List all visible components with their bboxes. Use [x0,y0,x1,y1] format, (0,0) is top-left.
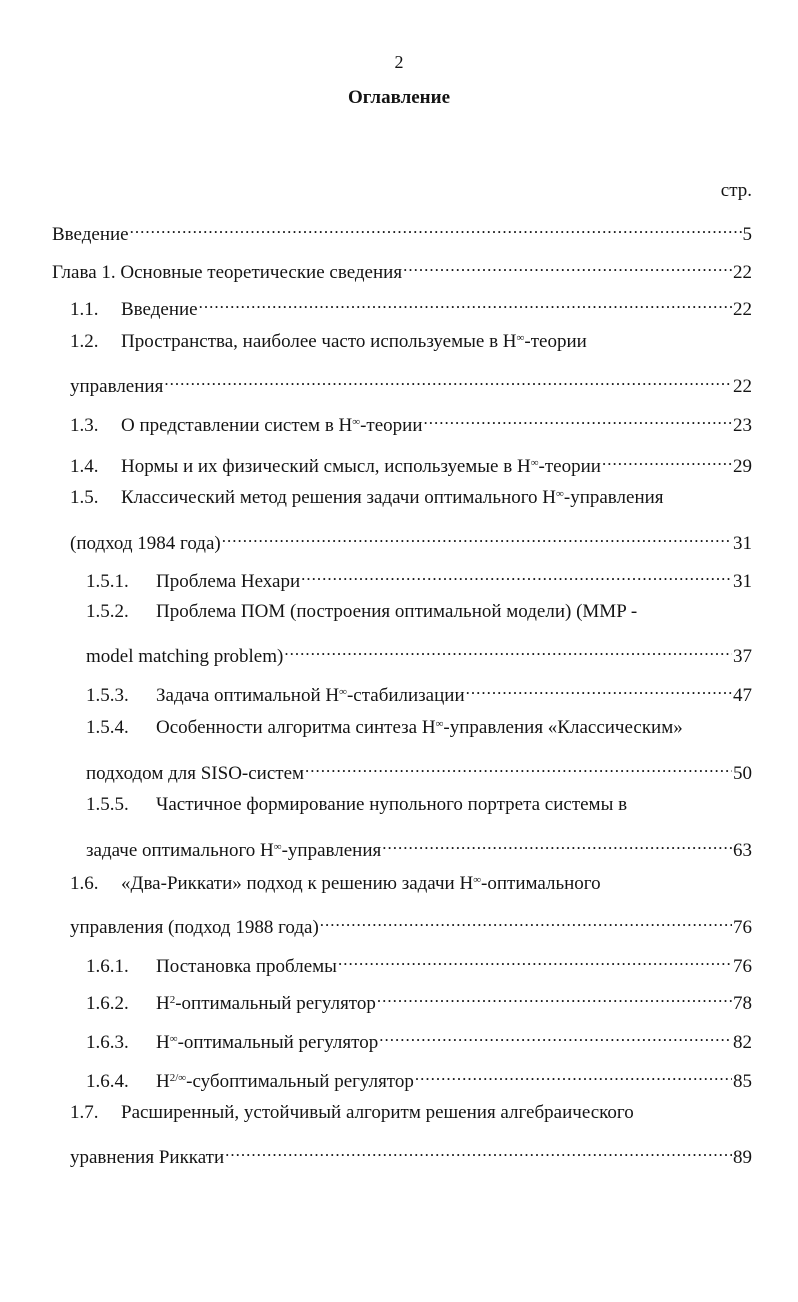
dot-leader [164,368,732,392]
toc-entry-1-6[interactable] [70,872,752,896]
toc-page: 50 [733,763,752,784]
toc-page: 29 [733,456,752,477]
toc-number: 1.5.5. [86,794,129,815]
toc-title: model matching problem) [86,646,284,667]
toc-title: Постановка проблемы [156,956,337,977]
toc-title: уравнения Риккати [70,1147,225,1168]
page-title: Оглавление [347,87,451,108]
toc-page: 31 [733,533,752,554]
toc-number: 1.6.3. [86,1032,129,1053]
dot-leader [320,909,732,933]
toc-entry-1-5-5-cont[interactable] [86,832,752,861]
toc-page: 22 [733,299,752,320]
toc-entry-1-5-5[interactable] [86,793,752,817]
dot-leader [403,254,732,278]
toc-number: 1.1. [70,299,99,320]
toc-entry-1-5-1[interactable] [86,563,752,592]
toc-title: $H^{2/\infty}$-субоптимальный регулятор [156,1071,414,1092]
toc-number: 1.4. [70,456,99,477]
toc-title: Проблема ПОМ (построения оптимальной модели) (MMP - [156,601,638,622]
toc-page: 82 [733,1032,752,1053]
toc-page: 89 [733,1147,752,1168]
toc-entry-1-5-2[interactable] [86,600,752,624]
toc-title: Особенности алгоритма синтеза H∞-управления «Классическим» [156,717,683,738]
toc-entry-1-1[interactable] [70,291,752,320]
toc-entry-1-6-cont[interactable] [70,909,752,938]
toc-number: 1.6. [70,873,99,894]
toc-number: 1.5.1. [86,571,129,592]
toc-entry-1-3[interactable] [70,407,752,436]
toc-page: 78 [733,993,752,1014]
toc-number: 1.6.4. [86,1071,129,1092]
toc-page: 63 [733,840,752,861]
toc-number: 1.5.2. [86,601,129,622]
toc-entry-1-2[interactable] [70,330,752,354]
toc-number: 1.5. [70,487,99,508]
toc-title: Введение [121,299,198,320]
toc-page: 76 [733,917,752,938]
toc-title: Пространства, наиболее часто используемые в H∞-теории [121,331,587,352]
dot-leader [377,985,732,1009]
toc-title: Нормы и их физический смысл, используемые в H∞-теории [121,456,601,477]
toc-title: Введение [52,224,129,245]
toc-title: управления [70,376,164,397]
toc-page: 22 [733,376,752,397]
dot-leader [415,1063,732,1087]
toc-entry-1-6-3[interactable] [86,1024,752,1053]
toc-number: 1.7. [70,1102,99,1123]
toc-entry-1-4[interactable] [70,448,752,477]
toc-title: Глава 1. Основные теоретические сведения [52,262,403,283]
toc-title: задаче оптимального H∞-управления [86,840,382,861]
dot-leader [301,563,732,587]
toc-title: Задача оптимальной H∞-стабилизации [156,685,465,706]
toc-title: О представлении систем в H∞-теории [121,415,423,436]
toc-title: Классический метод решения задачи оптимального H∞-управления [121,487,664,508]
toc-entry-1-6-4[interactable] [86,1063,752,1092]
dot-leader [602,448,732,472]
dot-leader [225,1139,732,1163]
toc-number: 1.5.3. [86,685,129,706]
toc-entry-1-5[interactable] [70,486,752,510]
toc-title: Проблема Нехари [156,571,301,592]
dot-leader [338,948,732,972]
dot-leader [466,677,732,701]
toc-page: 5 [742,224,752,245]
dot-leader [284,638,732,662]
toc-entry-1-6-2[interactable] [86,985,752,1014]
toc-title: H∞-оптимальный регулятор [156,1032,379,1053]
toc-page: 37 [733,646,752,667]
toc-title: «Два-Риккати» подход к решению задачи H∞-оптимального [121,873,601,894]
toc-entry-1-5-2-cont[interactable] [86,638,752,667]
toc-page: 31 [733,571,752,592]
toc-entry-1-5-3[interactable] [86,677,752,706]
toc-entry-1-6-1[interactable] [86,948,752,977]
page-number: 2 [394,52,404,72]
dot-leader [130,216,742,240]
toc-title: $H^2$-оптимальный регулятор [156,993,376,1014]
toc-page: 22 [733,262,752,283]
toc-page: 23 [733,415,752,436]
toc-entry-chapter-1[interactable] [52,254,752,283]
toc-title: Расширенный, устойчивый алгоритм решения алгебраического [121,1102,634,1123]
toc-entry-1-2-cont[interactable] [70,368,752,397]
toc-entry-1-5-4[interactable] [86,716,752,740]
toc-title: подходом для SISO-систем [86,763,305,784]
dot-leader [305,755,732,779]
toc-entry-1-5-cont[interactable] [70,525,752,554]
toc-number: 1.5.4. [86,717,129,738]
toc-entry-introduction[interactable] [52,216,752,245]
toc-title: (подход 1984 года) [70,533,221,554]
toc-entry-1-5-4-cont[interactable] [86,755,752,784]
toc-page: 76 [733,956,752,977]
dot-leader [199,291,732,315]
toc-number: 1.3. [70,415,99,436]
toc-entry-1-7-cont[interactable] [70,1139,752,1168]
toc-title: Частичное формирование нупольного портрета системы в [156,794,628,815]
dot-leader [222,525,732,549]
toc-title: управления (подход 1988 года) [70,917,319,938]
toc-page: 47 [733,685,752,706]
toc-entry-1-7[interactable] [70,1101,752,1125]
dot-leader [382,832,732,856]
toc-number: 1.6.1. [86,956,129,977]
toc-number: 1.6.2. [86,993,129,1014]
page-column-label: стр. [720,180,752,201]
toc-page: 85 [733,1071,752,1092]
toc-number: 1.2. [70,331,99,352]
dot-leader [379,1024,732,1048]
dot-leader [424,407,732,431]
